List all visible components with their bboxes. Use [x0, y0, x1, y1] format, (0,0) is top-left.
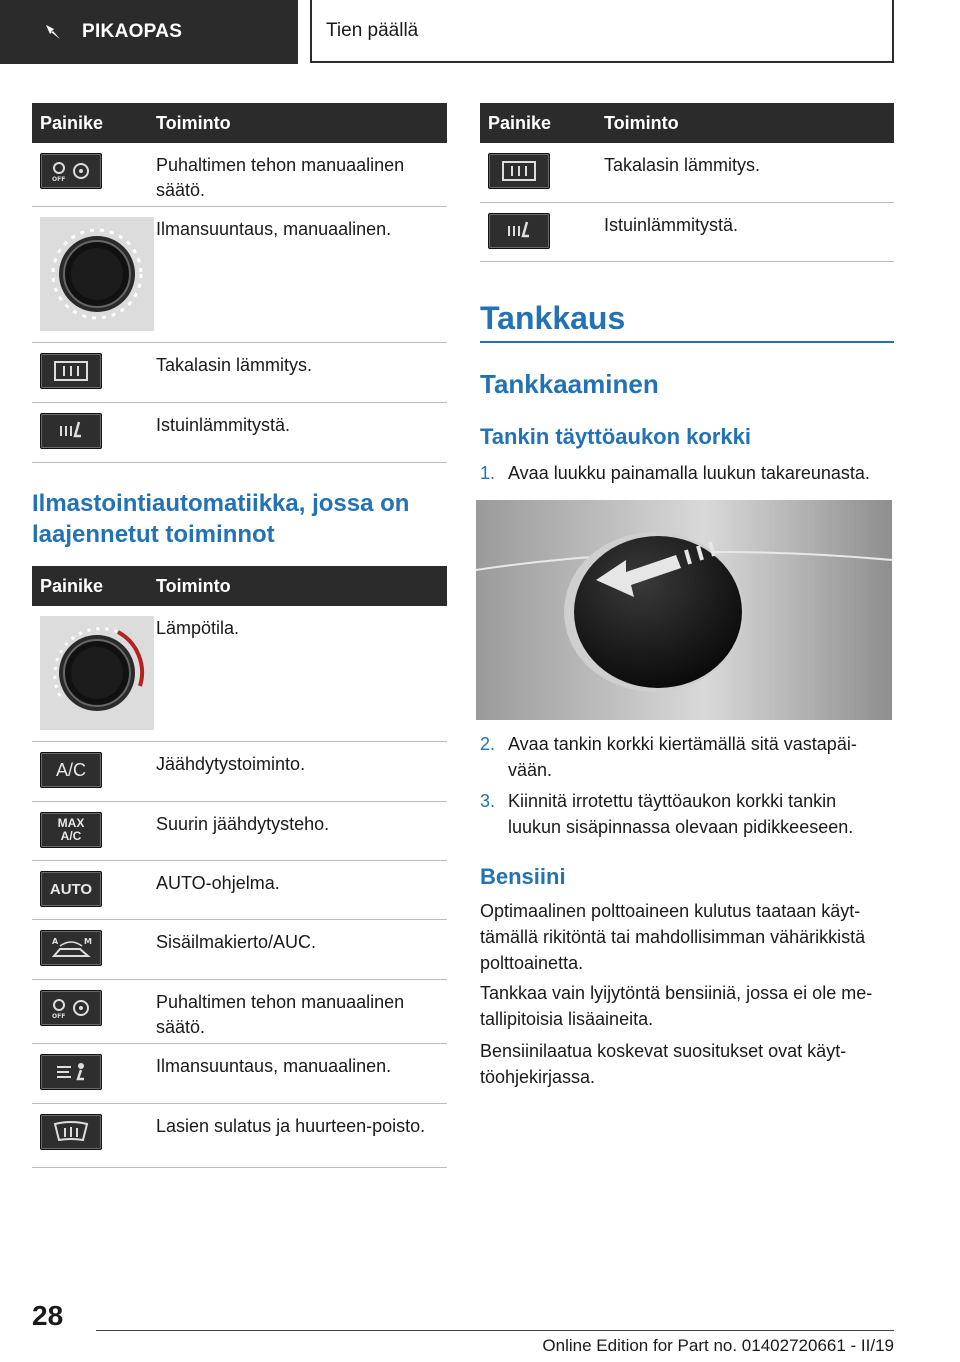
table-row: [32, 403, 447, 463]
list-item: [480, 731, 894, 783]
table-row: [32, 606, 447, 742]
max-ac-label-line1: MAX: [57, 816, 85, 830]
auto-button-icon: [40, 871, 102, 907]
table-row: [32, 343, 447, 403]
page-number: 28: [32, 1300, 64, 1331]
svg-text:OFF: OFF: [52, 1013, 66, 1020]
fan-off-icon: [40, 153, 102, 189]
footer-edition-text: Online Edition for Part no. 01402720661 - II/19: [542, 1336, 894, 1355]
fan-off-icon: [40, 990, 102, 1026]
row-function-text: Lasien sulatus ja huurteen-poisto.: [156, 1116, 426, 1136]
row-function-text: Suurin jäähdytysteho.: [156, 814, 330, 834]
windshield-defrost-icon: [40, 1114, 102, 1150]
row-function-text: AUTO-ohjelma.: [156, 873, 280, 893]
svg-text:OFF: OFF: [52, 176, 66, 183]
rear-window-defrost-icon: [488, 153, 550, 189]
table-header: [32, 103, 447, 143]
row-function-text: Ilmansuuntaus, manuaalinen.: [156, 219, 392, 239]
rear-window-defrost-icon: [40, 353, 102, 389]
row-function-text: Istuinlämmitystä.: [156, 415, 291, 435]
seat-heating-icon: [40, 413, 102, 449]
table-row: [32, 742, 447, 802]
table-header: [32, 566, 447, 606]
col-button-header: Painike: [40, 112, 104, 133]
max-ac-button-icon: [40, 812, 102, 848]
table-row: [32, 143, 447, 207]
step-number: 1.: [480, 463, 496, 483]
ac-button-label: A/C: [55, 759, 86, 780]
step-text: Kiinnitä irrotettu täyttöaukon korkki tankin luukun sisäpinnassa olevaan pidikkeeseen.: [508, 791, 854, 837]
step-number: 3.: [480, 791, 496, 811]
header-chapter-tab[interactable]: [310, 0, 894, 63]
recirculation-icon: [40, 930, 102, 966]
climate-extended-heading: Ilmastointiautomatiikka, jossa on laajennetut toiminnot: [32, 490, 410, 548]
step-number: 2.: [480, 734, 496, 754]
petrol-paragraph: Optimaalinen polttoaineen kulutus taataan käyt-tämällä rikitöntä tai mahdollisimman vähärikkistä polttoainetta.: [480, 901, 866, 973]
max-ac-label-line2: A/C: [60, 829, 82, 843]
table-row: [32, 980, 447, 1044]
row-function-text: Puhaltimen tehon manuaalinen säätö.: [156, 155, 405, 200]
list-item: [480, 788, 894, 840]
col-function-header: Toiminto: [604, 112, 679, 133]
section-title: Tankkaus: [480, 300, 626, 336]
subsection-title: Tankkaaminen: [480, 369, 659, 399]
seat-heating-icon: [488, 213, 550, 249]
pin-icon: [42, 21, 64, 43]
table-row: [480, 143, 894, 203]
climate-buttons-table-2: [32, 566, 447, 1168]
svg-text:M: M: [84, 937, 92, 946]
ac-button-icon: [40, 752, 102, 788]
row-function-text: Puhaltimen tehon manuaalinen säätö.: [156, 992, 405, 1037]
table-row: [32, 802, 447, 861]
row-function-text: Takalasin lämmitys.: [156, 355, 313, 375]
col-function-header: Toiminto: [156, 575, 231, 596]
list-item: [480, 460, 894, 486]
table-row: [480, 203, 894, 262]
step-text: Avaa luukku painamalla luukun takareunasta.: [508, 463, 870, 483]
row-function-text: Lämpötila.: [156, 618, 240, 638]
section-divider: [480, 341, 894, 343]
row-function-text: Takalasin lämmitys.: [604, 155, 761, 175]
row-function-text: Jäähdytystoiminto.: [156, 754, 306, 774]
petrol-paragraph: Bensiinilaatua koskevat suositukset ovat käyt-töohjekirjassa.: [480, 1041, 847, 1087]
petrol-heading: Bensiini: [480, 864, 566, 889]
climate-buttons-table-right: [480, 103, 894, 262]
header-chapter-label: Tien päällä: [326, 19, 419, 41]
row-function-text: Sisäilmakierto/AUC.: [156, 932, 317, 952]
col-button-header: Painike: [488, 112, 552, 133]
table-row: [32, 920, 447, 980]
air-distribution-knob-icon: [40, 217, 154, 331]
col-function-header: Toiminto: [156, 112, 231, 133]
table-row: [32, 1044, 447, 1104]
svg-text:A: A: [52, 937, 59, 946]
table-header: [480, 103, 894, 143]
air-distribution-icon: [40, 1054, 102, 1090]
fuel-flap-photo: [476, 500, 892, 720]
temperature-knob-icon: [40, 616, 154, 730]
row-function-text: Ilmansuuntaus, manuaalinen.: [156, 1056, 392, 1076]
header-section-label: PIKAOPAS: [82, 21, 183, 42]
table-row: [32, 861, 447, 920]
step-text: Avaa tankin korkki kiertämällä sitä vastapäi-vään.: [508, 734, 857, 780]
footer-divider: [96, 1330, 894, 1331]
fuel-cap-heading: Tankin täyttöaukon korkki: [480, 424, 751, 449]
auto-button-label: AUTO: [49, 880, 93, 898]
header-section-tab[interactable]: [0, 0, 298, 64]
table-row: [32, 207, 447, 343]
col-button-header: Painike: [40, 575, 104, 596]
table-row: [32, 1104, 447, 1168]
petrol-paragraph: Tankkaa vain lyijytöntä bensiiniä, jossa ei ole me-tallipitoisia lisäaineita.: [480, 983, 873, 1029]
climate-buttons-table-1: [32, 103, 447, 463]
row-function-text: Istuinlämmitystä.: [604, 215, 739, 235]
